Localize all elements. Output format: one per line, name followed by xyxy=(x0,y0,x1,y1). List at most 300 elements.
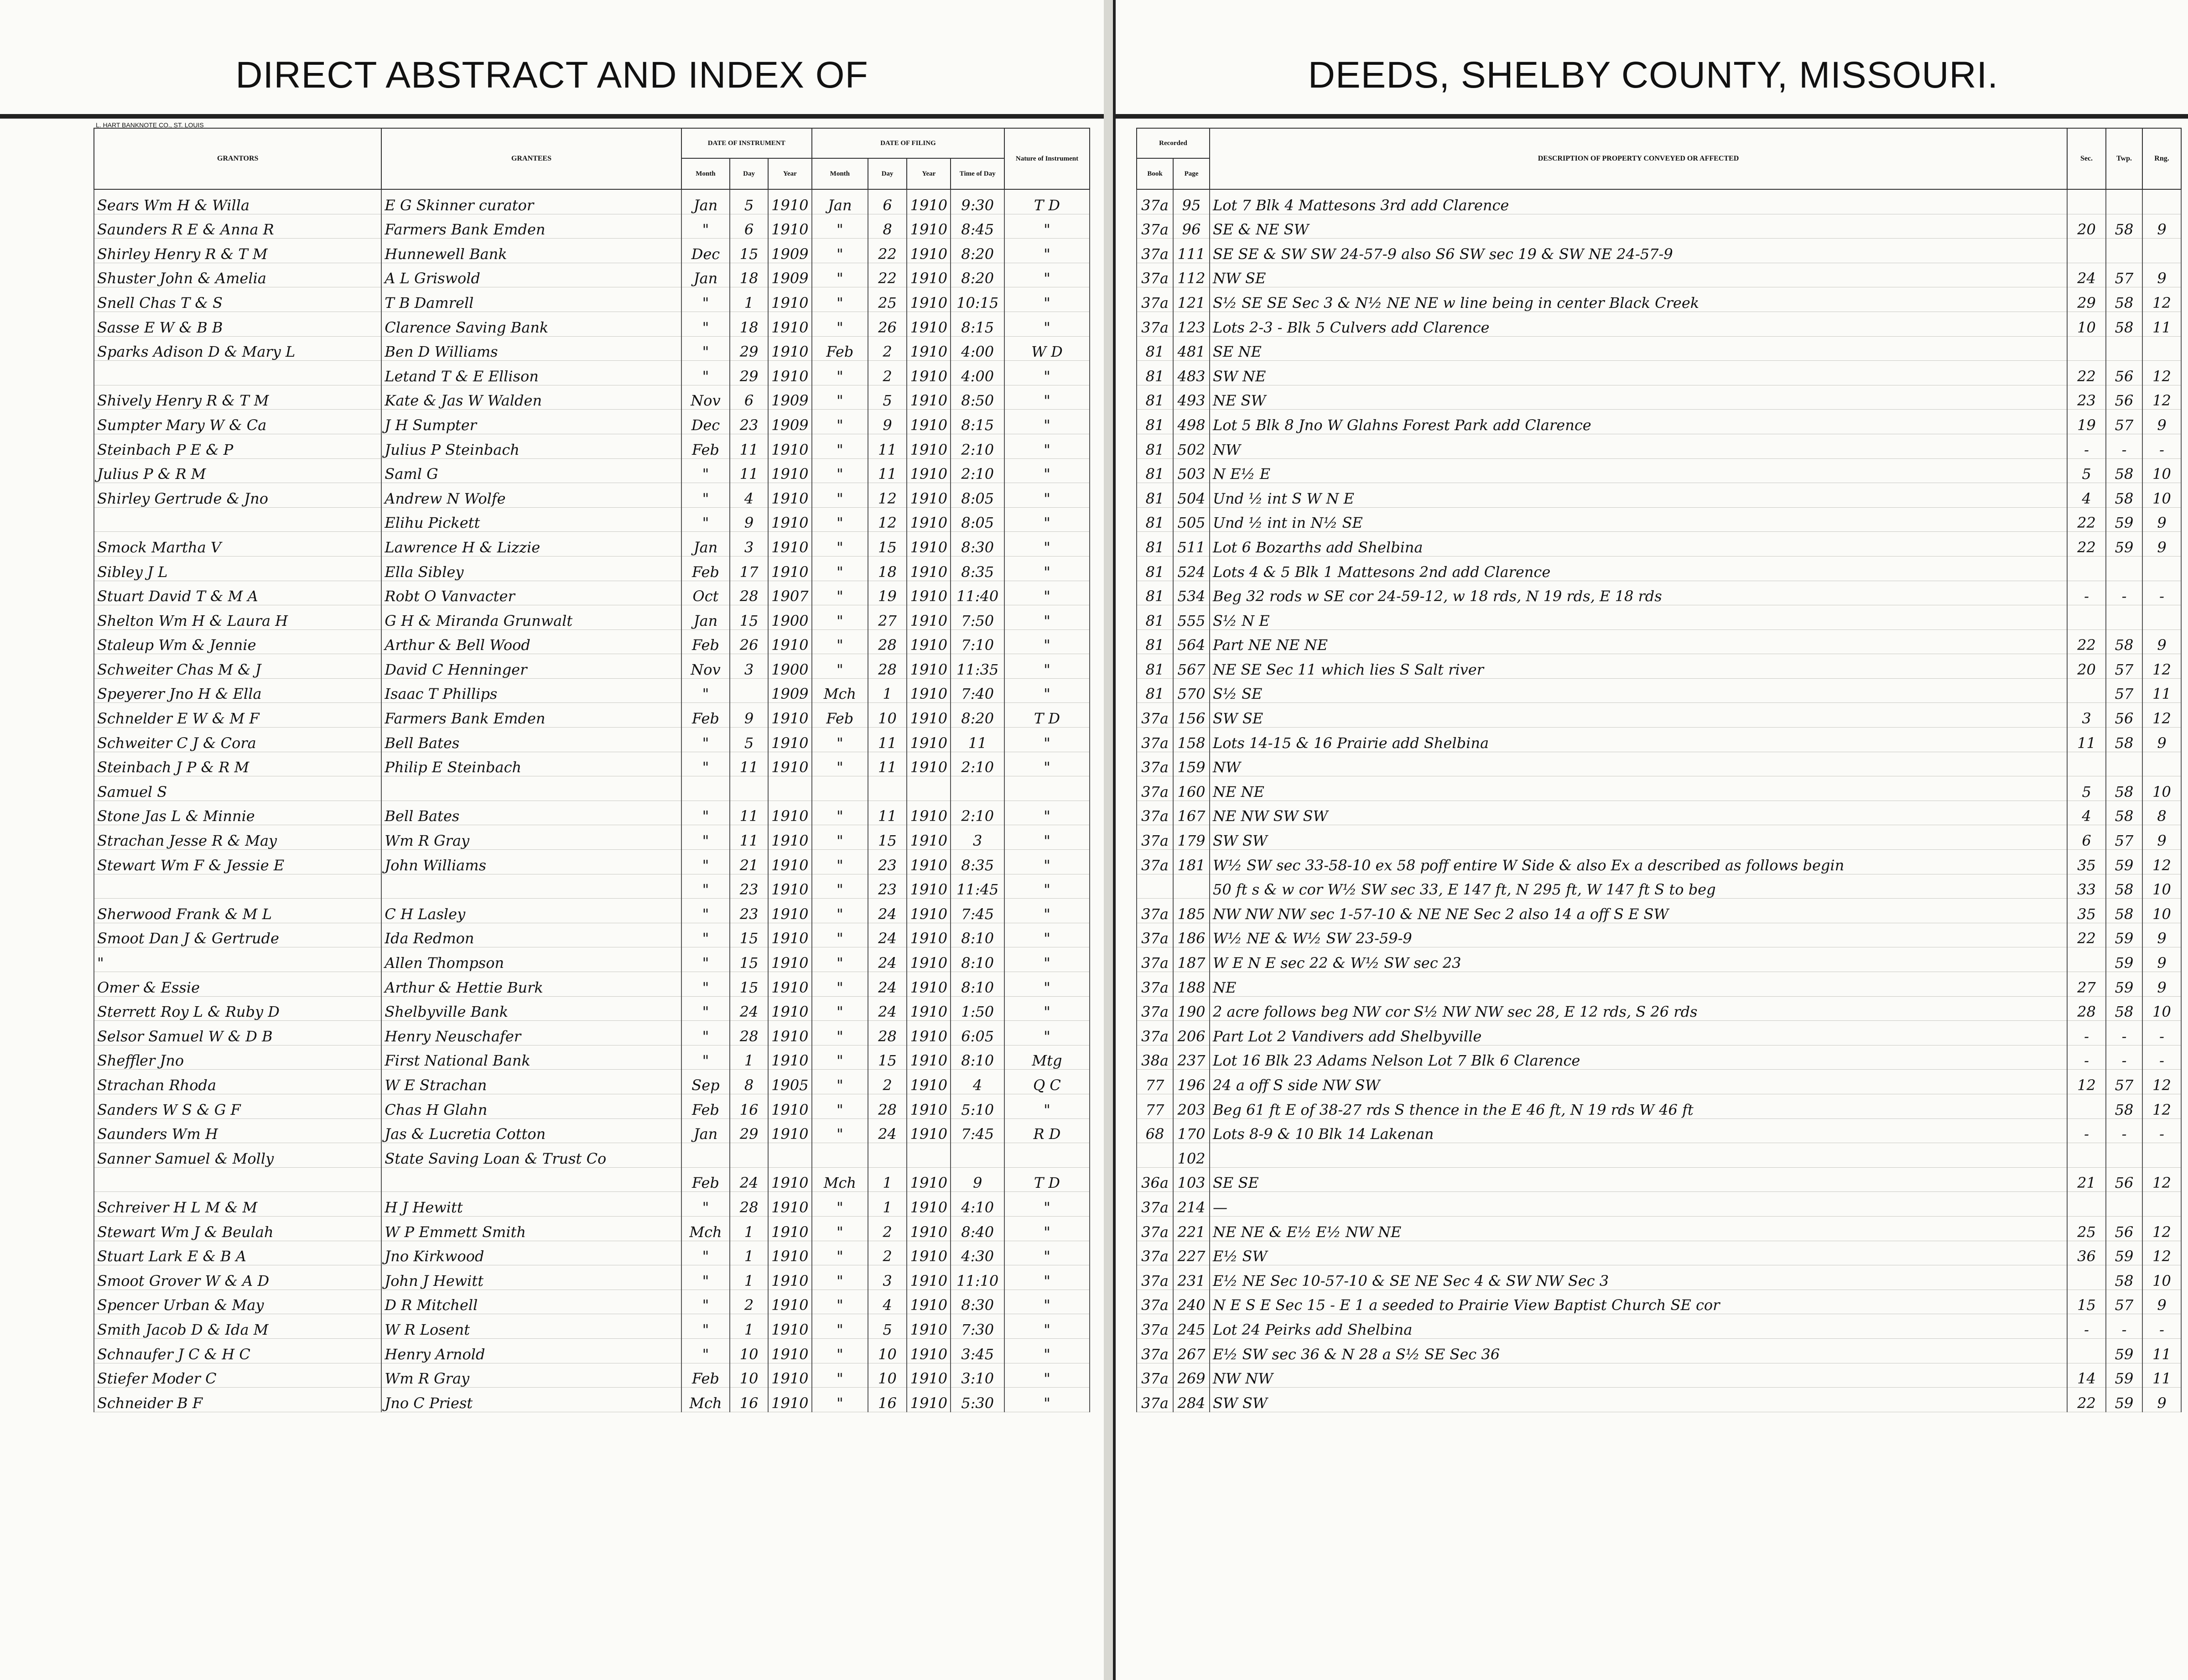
page-cell: 505 xyxy=(1173,507,1210,532)
filing-month-cell: " xyxy=(812,458,868,483)
col-book: Book xyxy=(1137,158,1173,189)
instrument-month-cell: " xyxy=(681,336,730,361)
book-cell: 77 xyxy=(1137,1070,1173,1094)
nature-cell: " xyxy=(1004,214,1090,239)
filing-day-cell: 24 xyxy=(868,996,907,1021)
time-of-day-cell: 1:50 xyxy=(951,996,1004,1021)
township-cell xyxy=(2106,556,2142,581)
instrument-year-cell: 1910 xyxy=(768,1338,812,1363)
instrument-year-cell: 1910 xyxy=(768,996,812,1021)
instrument-day-cell: 11 xyxy=(730,752,768,776)
grantor-cell xyxy=(94,507,381,532)
description-cell: Lot 5 Blk 8 Jno W Glahns Forest Park add Clarence xyxy=(1210,410,2067,434)
instrument-day-cell: 2 xyxy=(730,1290,768,1314)
grantor-cell xyxy=(94,361,381,385)
township-cell: 59 xyxy=(2106,923,2142,947)
filing-month-cell: " xyxy=(812,1290,868,1314)
table-row xyxy=(94,899,1090,923)
instrument-year-cell: 1910 xyxy=(768,1167,812,1192)
filing-year-cell: 1910 xyxy=(907,1241,951,1265)
filing-month-cell: " xyxy=(812,1388,868,1412)
filing-day-cell: 15 xyxy=(868,1045,907,1070)
table-row xyxy=(1137,1143,2181,1168)
filing-day-cell: 2 xyxy=(868,1241,907,1265)
filing-year-cell: 1910 xyxy=(907,1290,951,1314)
instrument-day-cell: 15 xyxy=(730,605,768,630)
filing-year-cell: 1910 xyxy=(907,189,951,214)
filing-day-cell: 24 xyxy=(868,972,907,997)
filing-year-cell: 1910 xyxy=(907,874,951,899)
description-cell: E½ SW xyxy=(1210,1241,2067,1265)
instrument-year-cell: 1910 xyxy=(768,1314,812,1339)
township-cell: 56 xyxy=(2106,1216,2142,1241)
description-cell: NW NW NW sec 1-57-10 & NE NE Sec 2 also 14 a off S E SW xyxy=(1210,899,2067,923)
table-row xyxy=(1137,654,2181,679)
filing-year-cell: 1910 xyxy=(907,1167,951,1192)
instrument-month-cell: Mch xyxy=(681,1388,730,1412)
right-ledger-page xyxy=(1113,0,2188,1680)
filing-year-cell: 1910 xyxy=(907,703,951,728)
description-cell: NE SE Sec 11 which lies S Salt river xyxy=(1210,654,2067,679)
time-of-day-cell: 8:35 xyxy=(951,850,1004,874)
description-cell: Lots 8-9 & 10 Blk 14 Lakenan xyxy=(1210,1118,2067,1143)
time-of-day-cell: 7:30 xyxy=(951,1314,1004,1339)
table-row xyxy=(1137,1094,2181,1118)
filing-month-cell: " xyxy=(812,1363,868,1388)
grantor-cell: Sparks Adison D & Mary L xyxy=(94,336,381,361)
filing-year-cell: 1910 xyxy=(907,385,951,410)
book-cell: 81 xyxy=(1137,629,1173,654)
filing-day-cell: 12 xyxy=(868,507,907,532)
time-of-day-cell: 2:10 xyxy=(951,434,1004,458)
township-cell: 58 xyxy=(2106,874,2142,899)
header-rule xyxy=(0,114,1104,119)
section-cell: 22 xyxy=(2067,923,2106,947)
grantee-cell: Farmers Bank Emden xyxy=(381,703,681,728)
description-cell: NE NE xyxy=(1210,776,2067,801)
instrument-month-cell: Jan xyxy=(681,1118,730,1143)
section-cell xyxy=(2067,336,2106,361)
section-cell: 4 xyxy=(2067,801,2106,825)
page-cell: 534 xyxy=(1173,581,1210,605)
instrument-year-cell: 1910 xyxy=(768,287,812,312)
section-cell: 5 xyxy=(2067,458,2106,483)
instrument-year-cell: 1905 xyxy=(768,1070,812,1094)
grantor-cell: Schnaufer J C & H C xyxy=(94,1338,381,1363)
instrument-month-cell: Feb xyxy=(681,703,730,728)
nature-cell: " xyxy=(1004,629,1090,654)
filing-day-cell: 11 xyxy=(868,752,907,776)
grantee-cell: Shelbyville Bank xyxy=(381,996,681,1021)
table-row xyxy=(1137,1338,2181,1363)
filing-year-cell: 1910 xyxy=(907,850,951,874)
filing-day-cell: 22 xyxy=(868,263,907,287)
instrument-year-cell: 1910 xyxy=(768,1363,812,1388)
filing-month-cell xyxy=(812,1143,868,1168)
filing-month-cell: " xyxy=(812,1070,868,1094)
grantee-cell: Clarence Saving Bank xyxy=(381,312,681,336)
description-cell: Lots 4 & 5 Blk 1 Mattesons 2nd add Clarence xyxy=(1210,556,2067,581)
time-of-day-cell: 8:45 xyxy=(951,214,1004,239)
filing-month-cell: " xyxy=(812,581,868,605)
section-cell: 5 xyxy=(2067,776,2106,801)
instrument-day-cell: 15 xyxy=(730,923,768,947)
filing-month-cell: " xyxy=(812,923,868,947)
page-cell: 503 xyxy=(1173,458,1210,483)
description-cell: SE & NE SW xyxy=(1210,214,2067,239)
filing-month-cell: " xyxy=(812,1021,868,1045)
time-of-day-cell: 8:30 xyxy=(951,1290,1004,1314)
filing-day-cell xyxy=(868,776,907,801)
table-row xyxy=(1137,1290,2181,1314)
filing-month-cell: " xyxy=(812,1265,868,1290)
page-cell: 185 xyxy=(1173,899,1210,923)
grantor-cell: Smoot Dan J & Gertrude xyxy=(94,923,381,947)
grantor-cell: Strachan Jesse R & May xyxy=(94,825,381,850)
instrument-year-cell: 1910 xyxy=(768,361,812,385)
page-cell: 227 xyxy=(1173,1241,1210,1265)
instrument-year-cell: 1910 xyxy=(768,1388,812,1412)
header-rule xyxy=(1116,114,2188,119)
col-grantees: GRANTEES xyxy=(381,128,681,189)
table-row xyxy=(1137,458,2181,483)
time-of-day-cell: 11:45 xyxy=(951,874,1004,899)
filing-day-cell: 2 xyxy=(868,361,907,385)
range-cell: 12 xyxy=(2142,654,2181,679)
filing-month-cell: " xyxy=(812,263,868,287)
township-cell xyxy=(2106,1143,2142,1168)
township-cell: 58 xyxy=(2106,801,2142,825)
filing-year-cell: 1910 xyxy=(907,923,951,947)
township-cell: - xyxy=(2106,581,2142,605)
instrument-year-cell: 1909 xyxy=(768,385,812,410)
description-cell: SE NE xyxy=(1210,336,2067,361)
time-of-day-cell: 8:10 xyxy=(951,947,1004,972)
instrument-month-cell: Jan xyxy=(681,532,730,557)
book-cell: 36a xyxy=(1137,1167,1173,1192)
time-of-day-cell: 4:10 xyxy=(951,1192,1004,1217)
time-of-day-cell: 2:10 xyxy=(951,801,1004,825)
instrument-year-cell: 1910 xyxy=(768,850,812,874)
instrument-day-cell: 1 xyxy=(730,1045,768,1070)
property-description-table xyxy=(1136,128,2182,1412)
book-cell: 37a xyxy=(1137,801,1173,825)
grantor-cell: Omer & Essie xyxy=(94,972,381,997)
nature-cell: " xyxy=(1004,458,1090,483)
filing-day-cell: 10 xyxy=(868,703,907,728)
grantee-cell: Jno Kirkwood xyxy=(381,1241,681,1265)
range-cell xyxy=(2142,1192,2181,1217)
filing-year-cell: 1910 xyxy=(907,1045,951,1070)
nature-cell: " xyxy=(1004,483,1090,508)
table-row xyxy=(1137,801,2181,825)
nature-cell: " xyxy=(1004,1290,1090,1314)
filing-year-cell xyxy=(907,1143,951,1168)
nature-cell: " xyxy=(1004,532,1090,557)
instrument-month-cell: " xyxy=(681,1314,730,1339)
page-cell: 524 xyxy=(1173,556,1210,581)
col-date-of-instrument: DATE OF INSTRUMENT xyxy=(681,128,812,158)
section-cell xyxy=(2067,752,2106,776)
time-of-day-cell: 4:00 xyxy=(951,336,1004,361)
description-cell: Lot 16 Blk 23 Adams Nelson Lot 7 Blk 6 Clarence xyxy=(1210,1045,2067,1070)
instrument-month-cell: " xyxy=(681,972,730,997)
col-file-month: Month xyxy=(812,158,868,189)
section-cell: 12 xyxy=(2067,1070,2106,1094)
description-cell: NE NW SW SW xyxy=(1210,801,2067,825)
table-row xyxy=(94,996,1090,1021)
filing-day-cell: 5 xyxy=(868,1314,907,1339)
col-file-day: Day xyxy=(868,158,907,189)
section-cell: 28 xyxy=(2067,996,2106,1021)
filing-day-cell: 4 xyxy=(868,1290,907,1314)
township-cell: 59 xyxy=(2106,1241,2142,1265)
range-cell: 9 xyxy=(2142,1388,2181,1412)
table-row xyxy=(1137,336,2181,361)
section-cell: 22 xyxy=(2067,629,2106,654)
instrument-year-cell: 1910 xyxy=(768,312,812,336)
table-row xyxy=(1137,605,2181,630)
range-cell: 12 xyxy=(2142,1167,2181,1192)
book-cell: 37a xyxy=(1137,972,1173,997)
instrument-month-cell: " xyxy=(681,752,730,776)
section-cell xyxy=(2067,189,2106,214)
page-cell: 498 xyxy=(1173,410,1210,434)
description-cell: 24 a off S side NW SW xyxy=(1210,1070,2067,1094)
township-cell: 59 xyxy=(2106,507,2142,532)
range-cell: 9 xyxy=(2142,923,2181,947)
instrument-year-cell: 1910 xyxy=(768,801,812,825)
col-sec: Sec. xyxy=(2067,128,2106,189)
filing-month-cell: " xyxy=(812,801,868,825)
page-cell: 156 xyxy=(1173,703,1210,728)
time-of-day-cell: 7:45 xyxy=(951,899,1004,923)
township-cell: - xyxy=(2106,434,2142,458)
book-cell: 37a xyxy=(1137,825,1173,850)
nature-cell: " xyxy=(1004,507,1090,532)
instrument-day-cell: 6 xyxy=(730,214,768,239)
nature-cell: " xyxy=(1004,605,1090,630)
filing-month-cell: " xyxy=(812,1216,868,1241)
range-cell: 9 xyxy=(2142,410,2181,434)
book-cell: 37a xyxy=(1137,776,1173,801)
section-cell: 27 xyxy=(2067,972,2106,997)
filing-month-cell: Jan xyxy=(812,189,868,214)
instrument-day-cell: 1 xyxy=(730,1314,768,1339)
filing-day-cell: 1 xyxy=(868,1167,907,1192)
grantor-cell: Sterrett Roy L & Ruby D xyxy=(94,996,381,1021)
instrument-month-cell: " xyxy=(681,1241,730,1265)
page-cell: 187 xyxy=(1173,947,1210,972)
instrument-month-cell: Oct xyxy=(681,581,730,605)
book-cell: 37a xyxy=(1137,1363,1173,1388)
grantor-cell: Saunders Wm H xyxy=(94,1118,381,1143)
range-cell: 10 xyxy=(2142,874,2181,899)
grantee-cell: Kate & Jas W Walden xyxy=(381,385,681,410)
table-row xyxy=(94,507,1090,532)
instrument-month-cell: " xyxy=(681,923,730,947)
time-of-day-cell: 8:30 xyxy=(951,532,1004,557)
col-inst-day: Day xyxy=(730,158,768,189)
instrument-day-cell: 9 xyxy=(730,703,768,728)
table-row xyxy=(94,1290,1090,1314)
table-row xyxy=(94,532,1090,557)
page-cell: 159 xyxy=(1173,752,1210,776)
grantee-cell: First National Bank xyxy=(381,1045,681,1070)
instrument-day-cell: 23 xyxy=(730,410,768,434)
section-cell: - xyxy=(2067,1045,2106,1070)
book-cell: 37a xyxy=(1137,899,1173,923)
township-cell: 57 xyxy=(2106,654,2142,679)
table-row xyxy=(94,1363,1090,1388)
nature-cell: " xyxy=(1004,1265,1090,1290)
grantee-cell: E G Skinner curator xyxy=(381,189,681,214)
instrument-month-cell: Mch xyxy=(681,1216,730,1241)
grantee-cell: David C Henninger xyxy=(381,654,681,679)
grantor-cell: Sherwood Frank & M L xyxy=(94,899,381,923)
township-cell: 59 xyxy=(2106,972,2142,997)
instrument-month-cell: " xyxy=(681,361,730,385)
instrument-year-cell: 1900 xyxy=(768,654,812,679)
section-cell xyxy=(2067,1338,2106,1363)
book-cell: 81 xyxy=(1137,361,1173,385)
range-cell: 12 xyxy=(2142,703,2181,728)
time-of-day-cell xyxy=(951,1143,1004,1168)
nature-cell: Mtg xyxy=(1004,1045,1090,1070)
filing-day-cell: 28 xyxy=(868,654,907,679)
filing-day-cell: 25 xyxy=(868,287,907,312)
township-cell: 58 xyxy=(2106,214,2142,239)
section-cell: - xyxy=(2067,434,2106,458)
table-row xyxy=(1137,385,2181,410)
table-row xyxy=(94,972,1090,997)
book-cell: 37a xyxy=(1137,728,1173,752)
filing-month-cell: " xyxy=(812,507,868,532)
description-cell: Lot 7 Blk 4 Mattesons 3rd add Clarence xyxy=(1210,189,2067,214)
instrument-year-cell: 1910 xyxy=(768,1021,812,1045)
instrument-year-cell: 1909 xyxy=(768,410,812,434)
grantor-cell: Smock Martha V xyxy=(94,532,381,557)
grantor-cell: Shirley Gertrude & Jno xyxy=(94,483,381,508)
table-row xyxy=(94,1216,1090,1241)
filing-month-cell: " xyxy=(812,1118,868,1143)
page-cell: 95 xyxy=(1173,189,1210,214)
time-of-day-cell: 3:45 xyxy=(951,1338,1004,1363)
filing-day-cell xyxy=(868,1143,907,1168)
table-row xyxy=(1137,1241,2181,1265)
filing-year-cell: 1910 xyxy=(907,556,951,581)
table-row xyxy=(94,678,1090,703)
instrument-month-cell: " xyxy=(681,801,730,825)
book-cell: 37a xyxy=(1137,1388,1173,1412)
grantee-cell: Hunnewell Bank xyxy=(381,239,681,263)
description-cell: SW SE xyxy=(1210,703,2067,728)
filing-month-cell: " xyxy=(812,532,868,557)
grantee-cell: W P Emmett Smith xyxy=(381,1216,681,1241)
page-cell: 203 xyxy=(1173,1094,1210,1118)
section-cell xyxy=(2067,1265,2106,1290)
instrument-month-cell: Feb xyxy=(681,1363,730,1388)
filing-day-cell: 23 xyxy=(868,850,907,874)
book-cell: 81 xyxy=(1137,532,1173,557)
filing-month-cell: " xyxy=(812,1338,868,1363)
township-cell: 57 xyxy=(2106,410,2142,434)
page-cell: 493 xyxy=(1173,385,1210,410)
township-cell xyxy=(2106,336,2142,361)
instrument-day-cell: 8 xyxy=(730,1070,768,1094)
filing-day-cell: 28 xyxy=(868,1094,907,1118)
instrument-day-cell: 18 xyxy=(730,312,768,336)
instrument-day-cell: 23 xyxy=(730,899,768,923)
table-row xyxy=(1137,629,2181,654)
time-of-day-cell: 8:50 xyxy=(951,385,1004,410)
filing-day-cell: 15 xyxy=(868,532,907,557)
filing-year-cell: 1910 xyxy=(907,263,951,287)
range-cell: 9 xyxy=(2142,1290,2181,1314)
table-row xyxy=(1137,923,2181,947)
township-cell: 58 xyxy=(2106,483,2142,508)
col-grantors: GRANTORS xyxy=(94,128,381,189)
filing-month-cell xyxy=(812,776,868,801)
filing-month-cell: " xyxy=(812,1314,868,1339)
page-cell: 284 xyxy=(1173,1388,1210,1412)
instrument-year-cell: 1910 xyxy=(768,214,812,239)
page-cell: 167 xyxy=(1173,801,1210,825)
table-row xyxy=(94,923,1090,947)
instrument-month-cell: Jan xyxy=(681,263,730,287)
range-cell xyxy=(2142,1143,2181,1168)
description-cell: NW SE xyxy=(1210,263,2067,287)
filing-month-cell: " xyxy=(812,752,868,776)
table-row xyxy=(1137,996,2181,1021)
page-cell: 186 xyxy=(1173,923,1210,947)
description-cell: Lots 2-3 - Blk 5 Culvers add Clarence xyxy=(1210,312,2067,336)
township-cell: 59 xyxy=(2106,1388,2142,1412)
instrument-day-cell: 29 xyxy=(730,336,768,361)
nature-cell: R D xyxy=(1004,1118,1090,1143)
description-cell: NE xyxy=(1210,972,2067,997)
table-row xyxy=(94,1241,1090,1265)
filing-day-cell: 11 xyxy=(868,728,907,752)
instrument-month-cell: " xyxy=(681,947,730,972)
grantor-cell: Samuel S xyxy=(94,776,381,801)
instrument-month-cell: " xyxy=(681,1338,730,1363)
table-row xyxy=(94,654,1090,679)
book-cell: 81 xyxy=(1137,385,1173,410)
filing-day-cell: 26 xyxy=(868,312,907,336)
nature-cell: " xyxy=(1004,752,1090,776)
page-cell: 206 xyxy=(1173,1021,1210,1045)
page-cell: 214 xyxy=(1173,1192,1210,1217)
range-cell: - xyxy=(2142,1314,2181,1339)
time-of-day-cell: 6:05 xyxy=(951,1021,1004,1045)
filing-day-cell: 8 xyxy=(868,214,907,239)
instrument-year-cell: 1910 xyxy=(768,728,812,752)
instrument-day-cell: 26 xyxy=(730,629,768,654)
time-of-day-cell: 8:15 xyxy=(951,410,1004,434)
grantor-cell xyxy=(94,1167,381,1192)
description-cell: W E N E sec 22 & W½ SW sec 23 xyxy=(1210,947,2067,972)
grantee-cell: Henry Arnold xyxy=(381,1338,681,1363)
section-cell: 19 xyxy=(2067,410,2106,434)
page-cell: 179 xyxy=(1173,825,1210,850)
instrument-month-cell: Jan xyxy=(681,189,730,214)
instrument-year-cell: 1910 xyxy=(768,1192,812,1217)
filing-year-cell: 1910 xyxy=(907,1314,951,1339)
page-cell: 567 xyxy=(1173,654,1210,679)
range-cell: 12 xyxy=(2142,1070,2181,1094)
filing-year-cell: 1910 xyxy=(907,1192,951,1217)
